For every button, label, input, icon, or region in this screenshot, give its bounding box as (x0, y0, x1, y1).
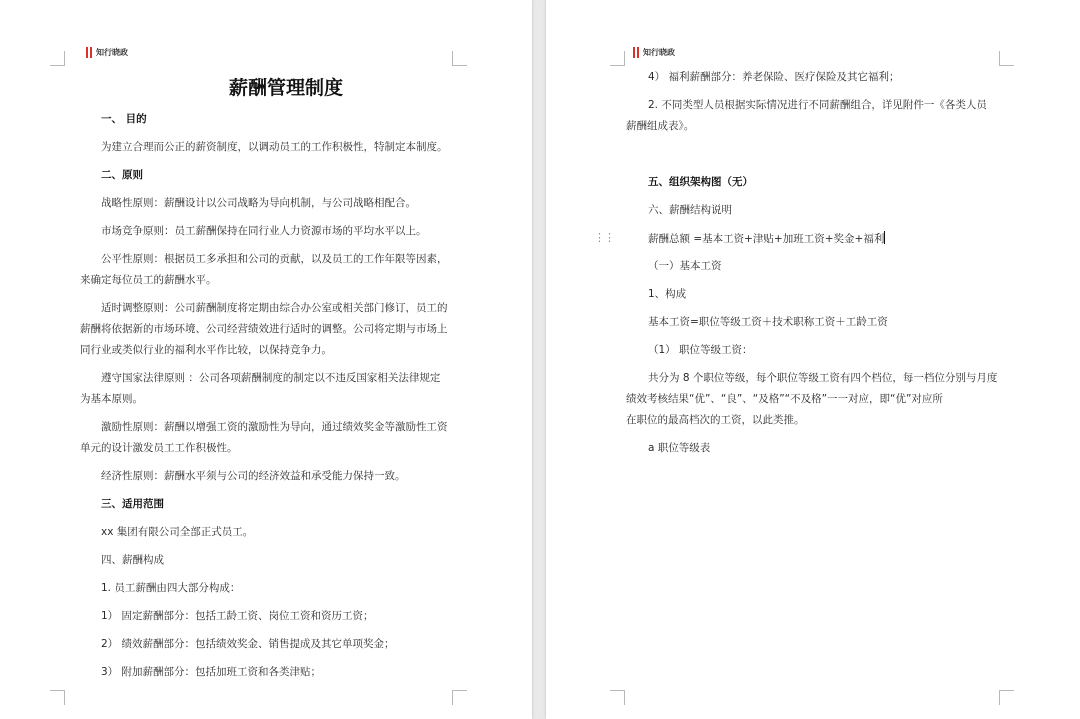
formula-text: 薪酬总额 =基本工资+津贴+加班工资+奖金+福利 (648, 233, 885, 245)
paragraph-line: 经济性原则：薪酬水平须与公司的经济效益和承受能力保持一致。 (101, 470, 406, 482)
text-cursor (884, 231, 885, 244)
paragraph-line: 绩效考核结果“优”、“良”、“及格”“不及格”一一对应，即“优”对应所 (626, 393, 943, 405)
paragraph-line: 基本工资=职位等级工资＋技术职称工资＋工龄工资 (648, 316, 888, 328)
margin-mark-top-left (610, 51, 625, 66)
logo-text: 知行晓政 (643, 47, 675, 57)
paragraph-line: 1. 员工薪酬由四大部分构成： (101, 582, 241, 594)
paragraph-line: 公平性原则：根据员工多承担和公司的贡献，以及员工的工作年限等因素， (101, 253, 448, 265)
paragraph-line: 适时调整原则：公司薪酬制度将定期由综合办公室或相关部门修订，员工的 (101, 302, 448, 314)
list-item: 4） 福利薪酬部分：养老保险、医疗保险及其它福利； (648, 71, 900, 83)
paragraph-line: 遵守国家法律原则 ：公司各项薪酬制度的制定以不违反国家相关法律规定 (101, 372, 441, 384)
paragraph-line: 激励性原则：薪酬以增强工资的激励性为导向，通过绩效奖金等激励性工资 (101, 421, 448, 433)
section-heading: 四、薪酬构成 (101, 554, 164, 566)
list-item: 1） 固定薪酬部分：包括工龄工资、岗位工资和资历工资； (101, 610, 374, 622)
logo-bars-icon (633, 47, 639, 58)
drag-handle-icon[interactable]: ⋮⋮ (594, 231, 614, 244)
paragraph-line: 同行业或类似行业的福利水平作比较，以保持竞争力。 (80, 344, 332, 356)
paragraph-line: 为基本原则。 (80, 393, 143, 405)
paragraph-line: xx 集团有限公司全部正式员工。 (101, 526, 254, 538)
paragraph-line: 共分为 8 个职位等级，每个职位等级工资有四个档位，每一档位分别与月度 (648, 372, 998, 384)
header-logo (86, 46, 128, 58)
paragraph-line: 薪酬组成表》。 (626, 120, 695, 132)
paragraph-line: 战略性原则：薪酬设计以公司战略为导向机制，与公司战略相配合。 (101, 197, 416, 209)
section-heading: 一、 目的 (101, 113, 147, 125)
formula-line[interactable] (648, 231, 885, 246)
section-heading: 五、组织架构图（无） (648, 176, 753, 188)
logo-bars-icon (86, 47, 92, 58)
margin-mark-bottom-right (999, 690, 1014, 705)
logo-text: 知行晓政 (96, 47, 128, 57)
paragraph-line: 薪酬将依据新的市场环境、公司经营绩效进行适时的调整。公司将定期与市场上 (80, 323, 448, 335)
paragraph-line: a 职位等级表 (648, 442, 711, 454)
paragraph-line: 单元的设计激发员工工作积极性。 (80, 442, 238, 454)
margin-mark-top-right (999, 51, 1014, 66)
margin-mark-top-right (452, 51, 467, 66)
header-logo (633, 46, 675, 58)
paragraph-line: （1） 职位等级工资： (648, 344, 753, 356)
document-title: 薪酬管理制度 (228, 77, 343, 99)
document-page-1[interactable] (0, 0, 532, 719)
margin-mark-bottom-left (50, 690, 65, 705)
document-page-2[interactable] (546, 0, 1080, 719)
margin-mark-bottom-right (452, 690, 467, 705)
list-item: 2） 绩效薪酬部分：包括绩效奖金、销售提成及其它单项奖金； (101, 638, 395, 650)
paragraph-line: 在职位的最高档次的工资，以此类推。 (626, 414, 805, 426)
paragraph-line: 来确定每位员工的薪酬水平。 (80, 274, 217, 286)
paragraph-line: 1、构成 (648, 288, 687, 300)
section-heading: 三、适用范围 (101, 498, 164, 510)
section-heading: 二、原则 (101, 169, 143, 181)
paragraph-line: 2. 不同类型人员根据实际情况进行不同薪酬组合，详见附件一《各类人员 (648, 99, 987, 111)
paragraph-line: 市场竞争原则：员工薪酬保持在同行业人力资源市场的平均水平以上。 (101, 225, 427, 237)
section-heading: 六、薪酬结构说明 (648, 204, 732, 216)
margin-mark-top-left (50, 51, 65, 66)
subsection-heading: （一）基本工资 (648, 260, 722, 272)
list-item: 3） 附加薪酬部分：包括加班工资和各类津贴； (101, 666, 322, 678)
paragraph-line: 为建立合理而公正的薪资制度，以调动员工的工作积极性，特制定本制度。 (101, 141, 448, 153)
margin-mark-bottom-left (610, 690, 625, 705)
